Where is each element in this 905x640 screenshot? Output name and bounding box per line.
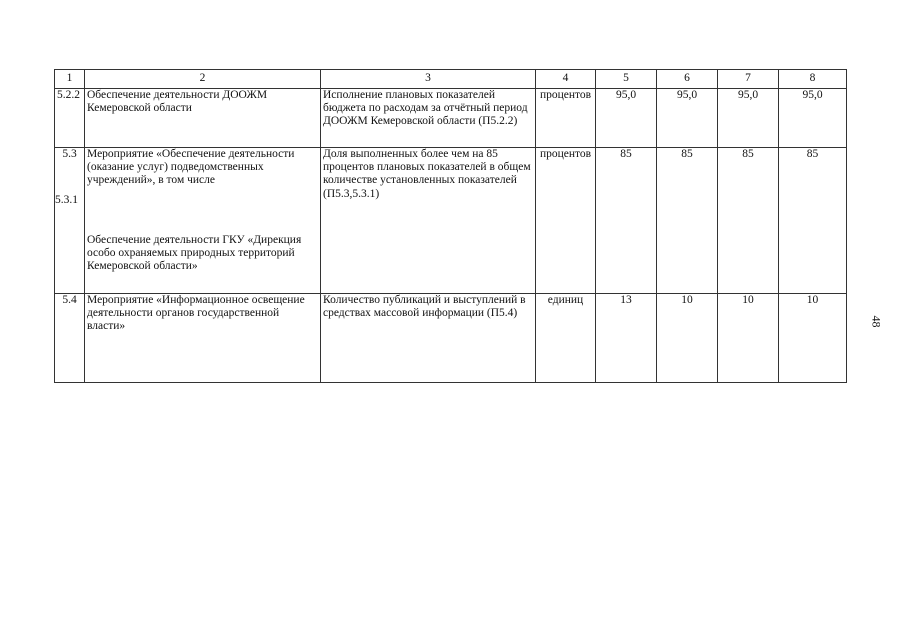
row-number: 5.3 — [62, 148, 77, 160]
row-value: 95,0 — [596, 89, 657, 148]
table-header-row — [55, 70, 847, 89]
indicators-table — [54, 69, 847, 383]
row-value: 85 — [657, 148, 718, 294]
row-name-cell — [85, 148, 321, 294]
row-name: Обеспечение деятельности ДООЖМ Кемеровской области — [85, 89, 321, 148]
row-number: 5.4 — [55, 294, 85, 383]
row-indicator: Доля выполненных более чем на 85 процентов плановых показателей в общем количестве установленных показателей (П5.3,5.3.1) — [321, 148, 536, 294]
header-cell: 8 — [779, 70, 847, 89]
row-value: 85 — [718, 148, 779, 294]
table-row — [55, 294, 847, 383]
header-cell: 4 — [536, 70, 596, 89]
row-value: 95,0 — [657, 89, 718, 148]
row-number: 5.2.2 — [55, 89, 85, 148]
row-value: 10 — [779, 294, 847, 383]
row-value: 10 — [657, 294, 718, 383]
row-value: 95,0 — [779, 89, 847, 148]
row-name: Мероприятие «Обеспечение деятельности (оказание услуг) подведомственных учреждений», в том числе — [87, 148, 295, 187]
row-indicator: Количество публикаций и выступлений в средствах массовой информации (П5.4) — [321, 294, 536, 383]
row-name: Мероприятие «Информационное освещение деятельности органов государственной власти» — [85, 294, 321, 383]
header-cell: 2 — [85, 70, 321, 89]
header-cell: 5 — [596, 70, 657, 89]
row-unit: процентов — [536, 89, 596, 148]
sub-row-number: 5.3.1 — [55, 194, 78, 207]
header-cell: 3 — [321, 70, 536, 89]
row-value: 13 — [596, 294, 657, 383]
table-row — [55, 89, 847, 148]
row-value: 85 — [779, 148, 847, 294]
sub-row-name: Обеспечение деятельности ГКУ «Дирекция особо охраняемых природных территорий Кемеровской области» — [87, 234, 302, 273]
row-unit: единиц — [536, 294, 596, 383]
row-value: 95,0 — [718, 89, 779, 148]
header-cell: 6 — [657, 70, 718, 89]
header-cell: 1 — [55, 70, 85, 89]
row-value: 10 — [718, 294, 779, 383]
row-number-cell — [55, 148, 85, 294]
page-number: 48 — [869, 315, 884, 328]
table-row — [55, 148, 847, 294]
row-indicator: Исполнение плановых показателей бюджета по расходам за отчётный период ДООЖМ Кемеровской области (П5.2.2) — [321, 89, 536, 148]
row-unit: процентов — [536, 148, 596, 294]
header-cell: 7 — [718, 70, 779, 89]
row-value: 85 — [596, 148, 657, 294]
